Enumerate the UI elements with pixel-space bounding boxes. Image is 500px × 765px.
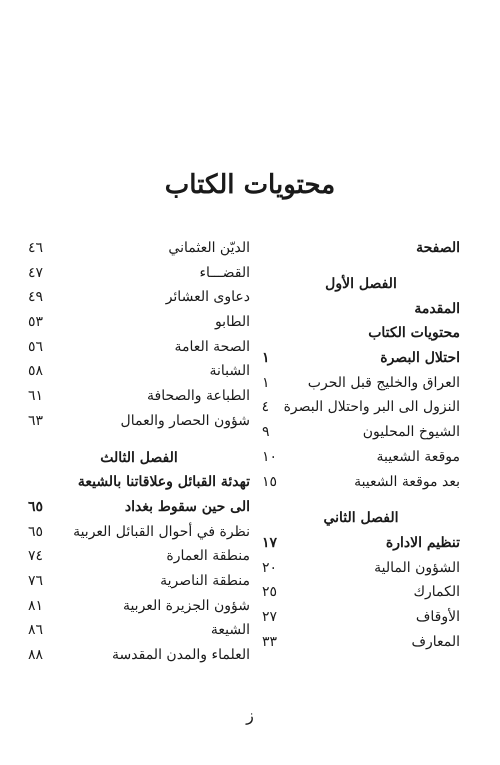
entry-title: المعارف (411, 633, 460, 650)
page-title: محتويات الكتاب (164, 170, 336, 200)
entry-title: موقعة الشعيبة (376, 448, 460, 465)
heading-text: الفصل الثالث (100, 449, 178, 466)
toc-entry (28, 310, 250, 335)
heading-text: الفصل الثاني (323, 510, 399, 527)
heading-text: الفصل الأول (325, 276, 397, 292)
heading-text: المقدمة (414, 300, 460, 317)
toc-entry (28, 544, 250, 569)
entry-page-number: ٥٨ (28, 363, 44, 380)
toc-entry (28, 261, 250, 286)
toc-entry (262, 371, 460, 396)
entry-title: الأوقاف (415, 608, 460, 625)
toc-entry (28, 594, 250, 619)
toc-entry (28, 569, 250, 594)
entry-title: شؤون الجزيرة العربية (122, 597, 250, 614)
entry-title: القضـــاء (199, 264, 250, 281)
entry-title: النزول الى البر واحتلال البصرة (283, 399, 460, 416)
toc-heading (262, 272, 460, 297)
toc-entry (262, 420, 460, 445)
toc-entry (28, 236, 250, 261)
entry-page-number: ٥٣ (28, 314, 44, 331)
entry-page-number: ١ (262, 350, 270, 367)
entry-page-number: ٨٨ (28, 647, 44, 663)
entry-title: الطباعة والصحافة (147, 388, 250, 405)
entry-title: العلماء والمدن المقدسة (112, 647, 250, 663)
entry-page-number: ٦٥ (28, 498, 44, 515)
entry-title: احتلال البصرة (380, 350, 460, 367)
entry-page-number: ٤ (261, 399, 270, 416)
toc-entry (28, 618, 250, 643)
entry-page-number: ٢٠ (262, 559, 278, 576)
toc-entry (28, 643, 250, 668)
toc-heading (262, 297, 460, 322)
entry-page-number: ١٧ (262, 534, 278, 551)
entry-title: الشؤون المالية (374, 559, 460, 576)
entry-title: الكمارك (413, 584, 460, 601)
entry-page-number: ٦١ (28, 388, 44, 405)
toc-entry (262, 556, 460, 581)
entry-title: شؤون الحصار والعمال (120, 412, 250, 429)
spacer (262, 260, 460, 272)
entry-page-number: ٧٦ (28, 572, 44, 589)
entry-page-number: ٧٤ (28, 548, 44, 565)
entry-page-number: ٤٦ (28, 240, 44, 256)
entry-title: تهدئة القبائل وعلاقاتنا بالشيعة (77, 474, 250, 491)
entry-title: بعد موقعة الشعيبة (354, 473, 460, 490)
toc-entry (28, 409, 250, 434)
toc-entry (262, 445, 460, 470)
entry-page-number: ٨٦ (28, 622, 44, 639)
entry-page-number: ٣٣ (262, 633, 278, 650)
toc-entry (262, 470, 460, 495)
entry-page-number: ٢٥ (262, 584, 278, 601)
page-number: ز (246, 706, 254, 725)
toc-entry (28, 495, 250, 520)
entry-title: الطابو (214, 314, 250, 331)
entry-page-number: ١٠ (262, 448, 278, 465)
toc-entry (28, 285, 250, 310)
entry-page-number: ٨١ (28, 597, 44, 614)
toc-entry (262, 630, 460, 655)
toc-heading (262, 321, 460, 346)
entry-page-number: ١ (262, 374, 270, 391)
entry-title: منطقة العمارة (166, 548, 250, 565)
entry-page-number: ١٥ (262, 473, 278, 490)
toc-entry (28, 470, 250, 495)
toc-heading (262, 506, 460, 531)
heading-text: محتويات الكتاب (368, 325, 460, 342)
entry-title: منطقة الناصرية (160, 572, 250, 589)
entry-title: الصحة العامة (174, 338, 250, 355)
entry-title: الديّن العثماني (168, 240, 250, 256)
entry-title: العراق والخليج قبل الحرب (307, 374, 460, 391)
entry-title: الشيوخ المحليون (362, 424, 460, 441)
toc-entry (262, 346, 460, 371)
page-column-header (262, 236, 460, 260)
entry-page-number: ٢٧ (262, 608, 278, 625)
toc-entry (28, 520, 250, 545)
entry-page-number: ٤٩ (28, 289, 44, 306)
toc-right-column (262, 236, 460, 654)
toc-entry (262, 395, 460, 420)
entry-page-number: ٦٥ (28, 523, 44, 540)
toc-entry (262, 605, 460, 630)
toc-entry (28, 384, 250, 409)
toc-entry (28, 359, 250, 384)
toc-entry (28, 335, 250, 360)
toc-entry (262, 531, 460, 556)
page-column-label: الصفحة (416, 240, 460, 256)
entry-page-number: ٥٦ (28, 338, 44, 355)
entry-title: نظرة في أحوال القبائل العربية (73, 523, 250, 540)
spacer (28, 434, 250, 446)
toc-left-column (28, 236, 250, 668)
spacer (262, 494, 460, 506)
entry-title: تنظيم الادارة (385, 534, 460, 551)
entry-page-number: ٩ (262, 424, 270, 441)
entry-title: الشبانة (209, 363, 250, 380)
toc-heading (28, 446, 250, 471)
toc-entry (262, 580, 460, 605)
entry-page-number: ٤٧ (28, 264, 44, 281)
entry-title: الى حين سقوط بغداد (124, 498, 250, 515)
entry-page-number: ٦٣ (28, 412, 44, 429)
entry-title: دعاوى العشائر (165, 289, 250, 306)
entry-title: الشيعة (210, 622, 250, 639)
